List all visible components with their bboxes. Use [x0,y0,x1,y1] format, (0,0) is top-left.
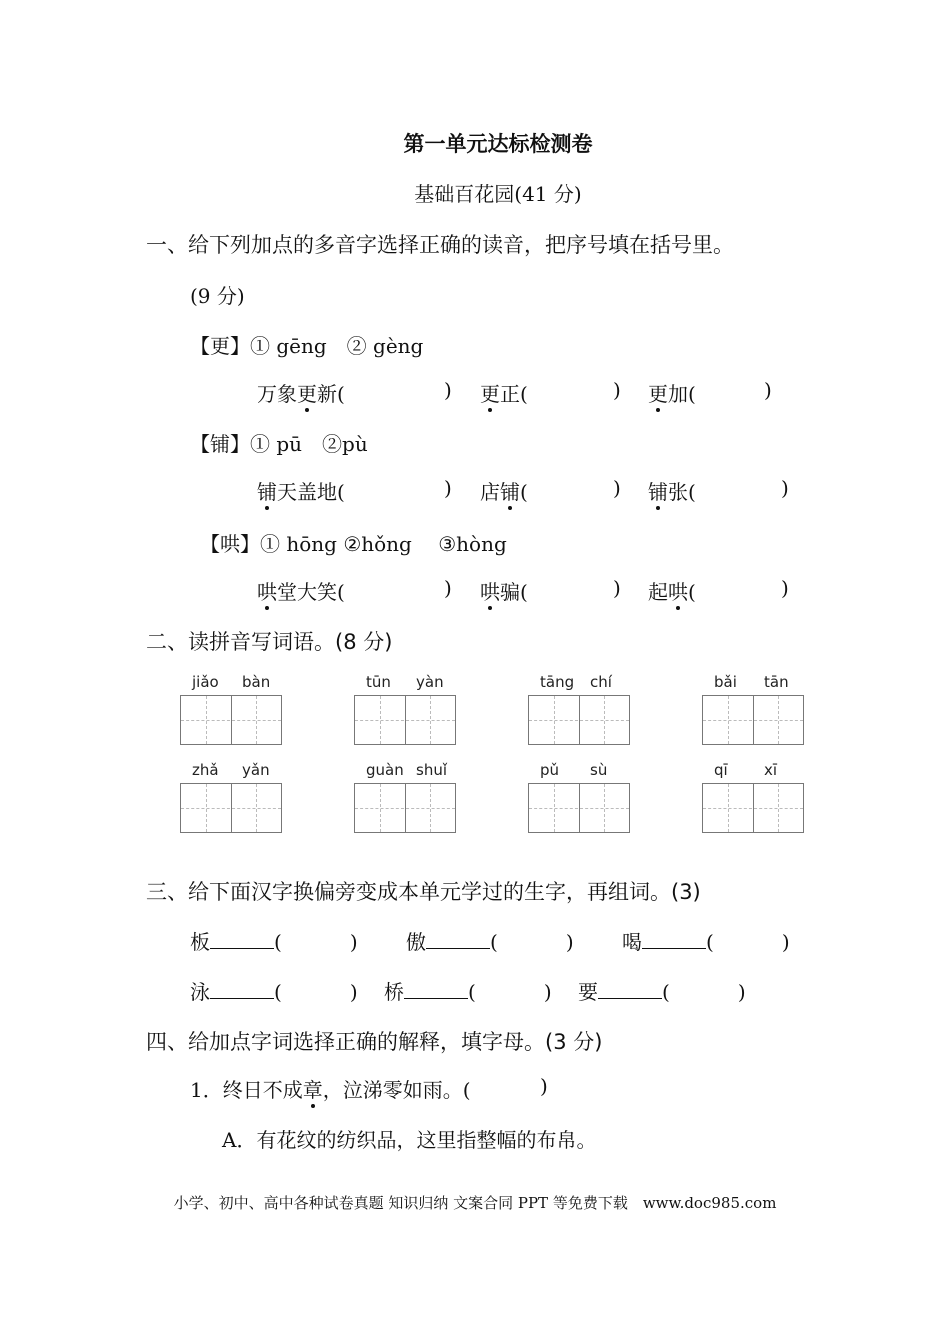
pinyin-syllable-1: zhǎ [192,761,219,779]
q1-geng-answer-3[interactable]: ) [764,378,772,402]
q3-item-2: 傲 ( ) [406,930,574,954]
answer-blank[interactable] [210,980,274,999]
pinyin-syllable-2: yǎn [242,761,270,779]
q1-pu-answer-2[interactable]: ) [613,476,621,500]
emphasis-char: 铺 [257,480,277,504]
writing-grid[interactable] [180,695,282,745]
q1-geng-label: 【更】① gēng ② gèng [190,334,424,358]
pinyin-syllable-2: chí [590,673,612,691]
q4-item-1-answer[interactable]: ) [540,1074,548,1098]
emphasis-char: 铺 [500,480,520,504]
q1-hong-answer-3[interactable]: ) [781,576,789,600]
pinyin-syllable-2: yàn [416,673,444,691]
emphasis-char: 哄 [668,580,688,604]
answer-blank[interactable] [426,930,490,949]
pinyin-syllable-1: tūn [366,673,391,691]
pinyin-syllable-2: tān [764,673,789,691]
pinyin-syllable-2: sù [590,761,608,779]
q2-heading: 二、读拼音写词语。(8 分) [146,630,393,654]
q1-pu-word-1: 铺天盖地( [257,480,345,504]
q1-hong-word-3: 起哄( [648,580,696,604]
q1-geng-answer-2[interactable]: ) [613,378,621,402]
pinyin-syllable-1: tāng [540,673,575,691]
q1-pu-word-2: 店铺( [480,480,528,504]
emphasis-char: 哄 [257,580,277,604]
q3-item-1: 板 ( ) [190,930,358,954]
q4-item-1: 1．终日不成章，泣涕零如雨。( [190,1078,471,1102]
q1-hong-word-2: 哄骗( [480,580,528,604]
pinyin-syllable-1: bǎi [714,673,737,691]
emphasis-char: 哄 [480,580,500,604]
writing-grid[interactable] [702,783,804,833]
q1-score: (9 分) [190,284,245,308]
page-title: 第一单元达标检测卷 [403,132,593,156]
writing-grid[interactable] [180,783,282,833]
q3-item-3: 喝 ( ) [622,930,790,954]
answer-blank[interactable] [598,980,662,999]
q3-item-6: 要 ( ) [578,980,746,1004]
q1-hong-word-1: 哄堂大笑( [257,580,345,604]
q1-pu-word-3: 铺张( [648,480,696,504]
q1-hong-answer-2[interactable]: ) [613,576,621,600]
q1-geng-word-3: 更加( [648,382,696,406]
pinyin-syllable-1: jiǎo [192,673,219,691]
q4-option-a: A．有花纹的纺织品，这里指整幅的布帛。 [222,1128,597,1152]
q1-geng-answer-1[interactable]: ) [444,378,452,402]
footer-note: 小学、初中、高中各种试卷真题 知识归纳 文案合同 PPT 等免费下载 www.doc985.com [173,1194,777,1212]
pinyin-syllable-2: xī [764,761,778,779]
pinyin-syllable-1: qī [714,761,728,779]
emphasis-char: 铺 [648,480,668,504]
q1-pu-answer-3[interactable]: ) [781,476,789,500]
q1-hong-answer-1[interactable]: ) [444,576,452,600]
writing-grid[interactable] [702,695,804,745]
q3-heading: 三、给下面汉字换偏旁变成本单元学过的生字，再组词。(3) [146,880,701,904]
emphasis-char: 更 [480,382,500,406]
q1-geng-word-1: 万象更新( [257,382,345,406]
pinyin-syllable-2: shuǐ [416,761,447,779]
pinyin-syllable-1: guàn [366,761,404,779]
answer-blank[interactable] [404,980,468,999]
q1-heading: 一、给下列加点的多音字选择正确的读音，把序号填在括号里。 [146,233,734,257]
q3-item-4: 泳 ( ) [190,980,358,1004]
emphasis-char: 更 [648,382,668,406]
q3-item-5: 桥 ( ) [384,980,552,1004]
writing-grid[interactable] [528,695,630,745]
pinyin-syllable-2: bàn [242,673,271,691]
writing-grid[interactable] [528,783,630,833]
emphasis-char: 更 [297,382,317,406]
q1-pu-answer-1[interactable]: ) [444,476,452,500]
answer-blank[interactable] [210,930,274,949]
q1-pu-label: 【铺】① pū ②pù [190,432,368,456]
q1-hong-label: 【哄】① hōng ②hǒng ③hòng [200,532,507,556]
section-subtitle: 基础百花园(41 分) [414,182,582,206]
writing-grid[interactable] [354,783,456,833]
writing-grid[interactable] [354,695,456,745]
answer-blank[interactable] [642,930,706,949]
emphasis-char: 章 [302,1078,323,1102]
q4-heading: 四、给加点字词选择正确的解释，填字母。(3 分) [146,1030,603,1054]
q1-geng-word-2: 更正( [480,382,528,406]
pinyin-syllable-1: pǔ [540,761,560,779]
